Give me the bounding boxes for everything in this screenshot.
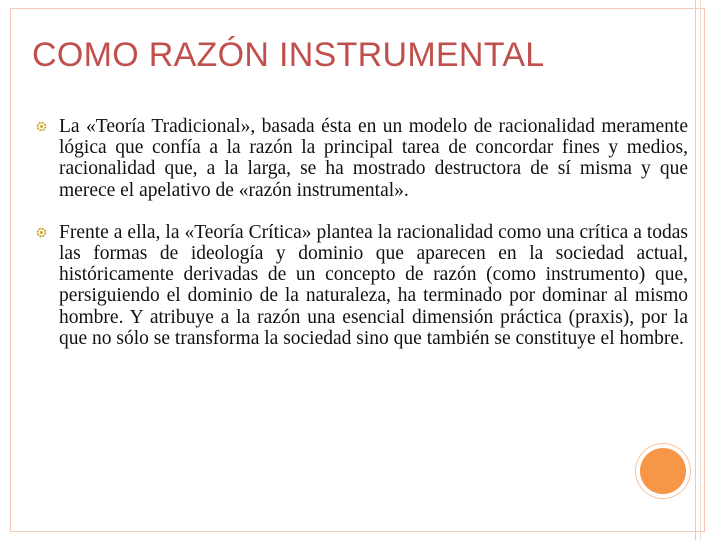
- bullet-item: [36, 222, 688, 349]
- slide-frame-edge: [695, 0, 709, 540]
- bullet-text: La «Teoría Tradicional», basada ésta en un modelo de racionalidad meramente lógica que confía a la razón la principal tarea de concordar fines y medios, racionalidad que, a la larga, se ha mostrado destructora de sí misma y que merece el apelativo de «razón instrumental».: [59, 116, 688, 201]
- decorative-orange-circle: [640, 448, 686, 494]
- slide-title: COMO RAZÓN INSTRUMENTAL: [32, 36, 545, 74]
- gear-bullet-icon: [36, 227, 47, 238]
- bullet-list: [36, 116, 688, 370]
- gear-bullet-icon: [36, 121, 47, 132]
- slide-frame-edge-line: [700, 0, 701, 540]
- bullet-item: [36, 116, 688, 201]
- bullet-text: Frente a ella, la «Teoría Crítica» plantea la racionalidad como una crítica a todas las formas de ideología y dominio que aparecen en la sociedad actual, históricamente derivadas de un concepto de razón (como instrumento) que, persiguiendo el dominio de la naturaleza, ha terminado por dominar al mismo hombre. Y atribuye a la razón una esencial dimensión práctica (praxis), por la que no sólo se transforma la sociedad sino que también se constituye el hombre.: [59, 221, 688, 349]
